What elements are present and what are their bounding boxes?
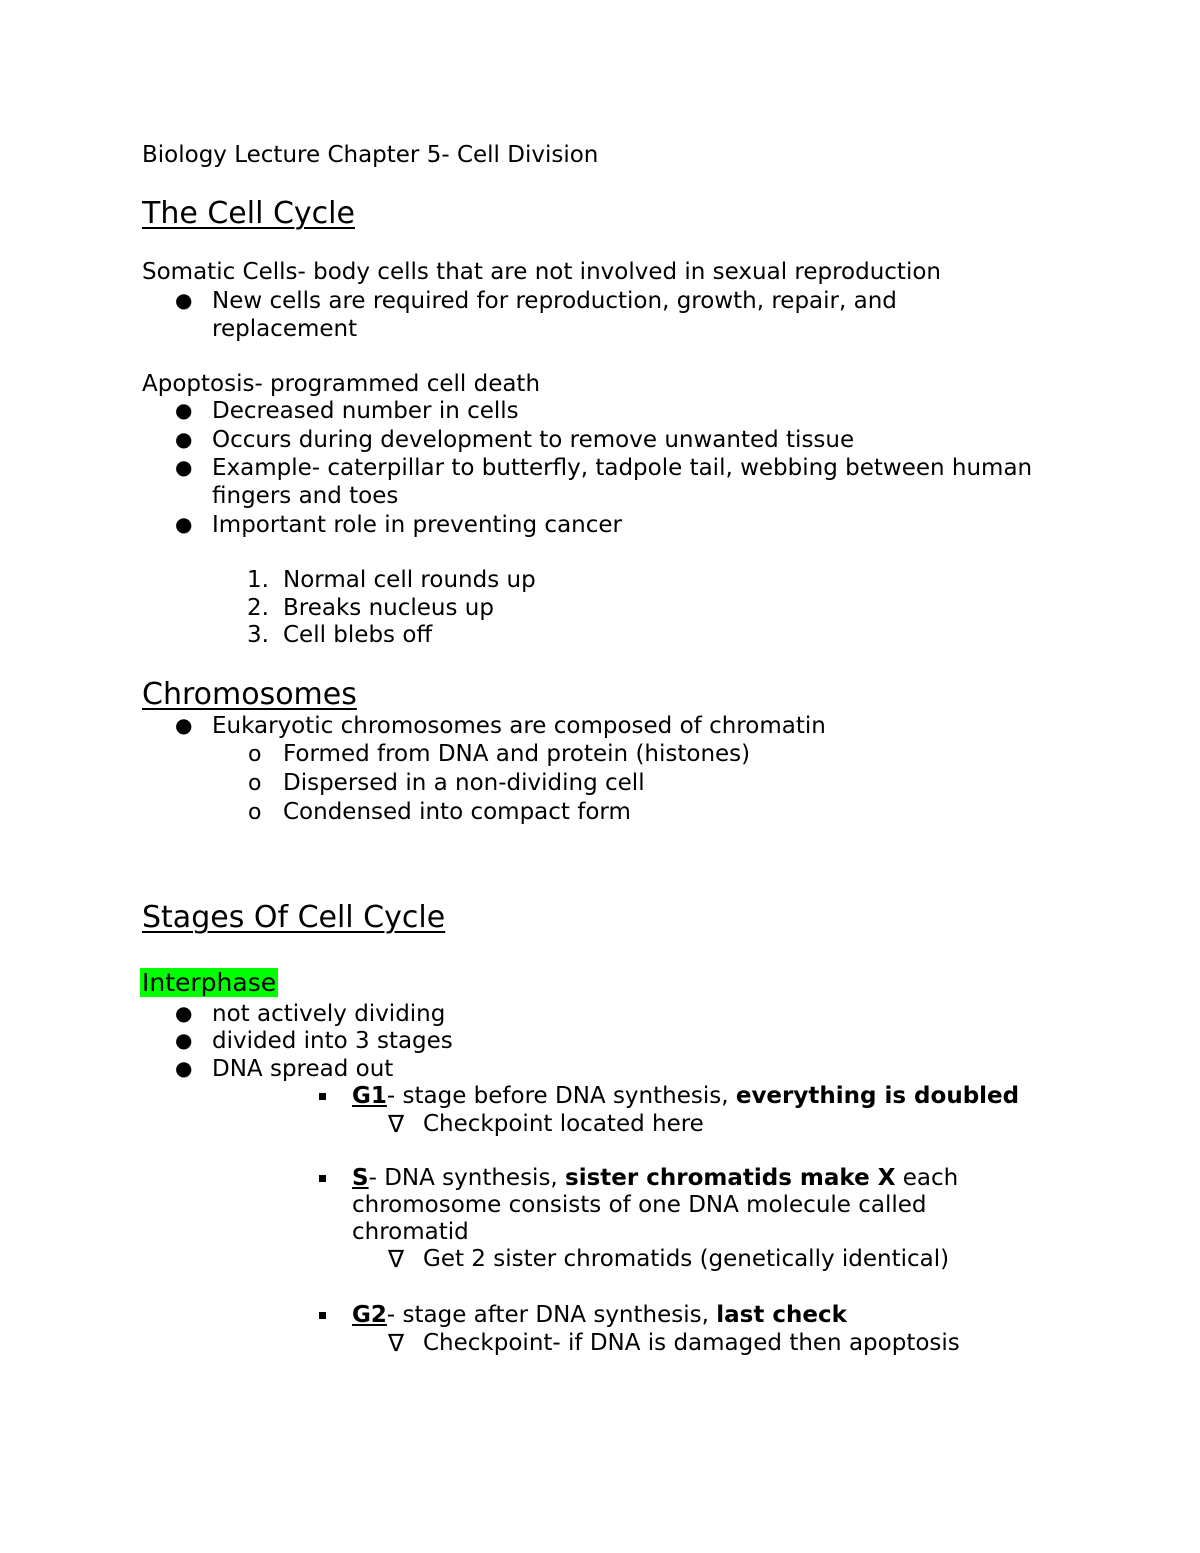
g2-sub: Checkpoint- if DNA is damaged then apoptosis (423, 1330, 960, 1356)
apoptosis-text: Apoptosis- programmed cell death (142, 371, 541, 397)
apoptosis-step-1: Normal cell rounds up (283, 567, 536, 593)
apoptosis-step-2: Breaks nucleus up (283, 595, 494, 621)
chromatin-sub-2: Dispersed in a non-dividing cell (283, 770, 645, 796)
apoptosis-bullet-3-line1: Example- caterpillar to butterfly, tadpole tail, webbing between human (212, 455, 1033, 481)
circle-bullet-icon: o (248, 800, 262, 825)
list-number-1: 1. (247, 567, 269, 593)
interphase-highlight: Interphase (142, 968, 277, 997)
list-number-3: 3. (247, 622, 269, 648)
nabla-bullet-icon: ∇ (388, 1245, 405, 1273)
s-text: - DNA synthesis, (368, 1165, 566, 1191)
bullet-dot-icon: ● (175, 455, 193, 479)
s-line-3: chromatid (352, 1219, 469, 1245)
bullet-dot-icon: ● (175, 1056, 193, 1080)
s-bold: sister chromatids make X (565, 1165, 896, 1191)
apoptosis-bullet-3-line2: fingers and toes (212, 483, 399, 509)
bullet-dot-icon: ● (175, 398, 193, 422)
s-sub: Get 2 sister chromatids (genetically identical) (423, 1246, 950, 1272)
g2-line (352, 1301, 847, 1329)
interphase-bullet-1: not actively dividing (212, 1001, 446, 1027)
g2-text: - stage after DNA synthesis, (386, 1302, 717, 1328)
g1-line (352, 1082, 1019, 1110)
g1-text: - stage before DNA synthesis, (386, 1083, 736, 1109)
apoptosis-bullet-1: Decreased number in cells (212, 398, 519, 424)
heading-cell-cycle: The Cell Cycle (142, 196, 355, 231)
g2-label: G2 (352, 1302, 387, 1328)
square-bullet-icon (319, 1093, 326, 1100)
g1-bold: everything is doubled (735, 1083, 1020, 1109)
bullet-dot-icon: ● (175, 427, 193, 451)
s-line-2: chromosome consists of one DNA molecule called (352, 1192, 927, 1218)
s-rest: each (895, 1165, 959, 1191)
chromatin-sub-3: Condensed into compact form (283, 799, 631, 825)
chromatin-sub-1: Formed from DNA and protein (histones) (283, 741, 751, 767)
document-title: Biology Lecture Chapter 5- Cell Division (142, 142, 599, 168)
list-number-2: 2. (247, 595, 269, 621)
chromosomes-bullet-1: Eukaryotic chromosomes are composed of chromatin (212, 713, 826, 739)
bullet-dot-icon: ● (175, 1028, 193, 1052)
bullet-dot-icon: ● (175, 512, 193, 536)
g1-sub: Checkpoint located here (423, 1111, 704, 1137)
g2-bold: last check (716, 1302, 847, 1328)
somatic-cells-text: Somatic Cells- body cells that are not involved in sexual reproduction (142, 259, 941, 285)
bullet-dot-icon: ● (175, 1001, 193, 1025)
nabla-bullet-icon: ∇ (388, 1110, 405, 1138)
square-bullet-icon (319, 1312, 326, 1319)
interphase-bullet-3: DNA spread out (212, 1056, 394, 1082)
interphase-label (140, 967, 278, 999)
g1-label: G1 (352, 1083, 387, 1109)
interphase-bullet-2: divided into 3 stages (212, 1028, 453, 1054)
apoptosis-step-3: Cell blebs off (283, 622, 433, 648)
heading-stages: Stages Of Cell Cycle (142, 900, 446, 935)
apoptosis-bullet-2: Occurs during development to remove unwanted tissue (212, 427, 855, 453)
heading-chromosomes: Chromosomes (142, 677, 357, 712)
somatic-bullet-line1: New cells are required for reproduction, growth, repair, and (212, 288, 897, 314)
nabla-bullet-icon: ∇ (388, 1329, 405, 1357)
s-line (352, 1164, 958, 1192)
circle-bullet-icon: o (248, 742, 262, 767)
bullet-dot-icon: ● (175, 713, 193, 737)
bullet-dot-icon: ● (175, 288, 193, 312)
somatic-bullet-line2: replacement (212, 316, 358, 342)
square-bullet-icon (319, 1175, 326, 1182)
s-label: S (352, 1165, 369, 1191)
circle-bullet-icon: o (248, 771, 262, 796)
apoptosis-bullet-4: Important role in preventing cancer (212, 512, 622, 538)
